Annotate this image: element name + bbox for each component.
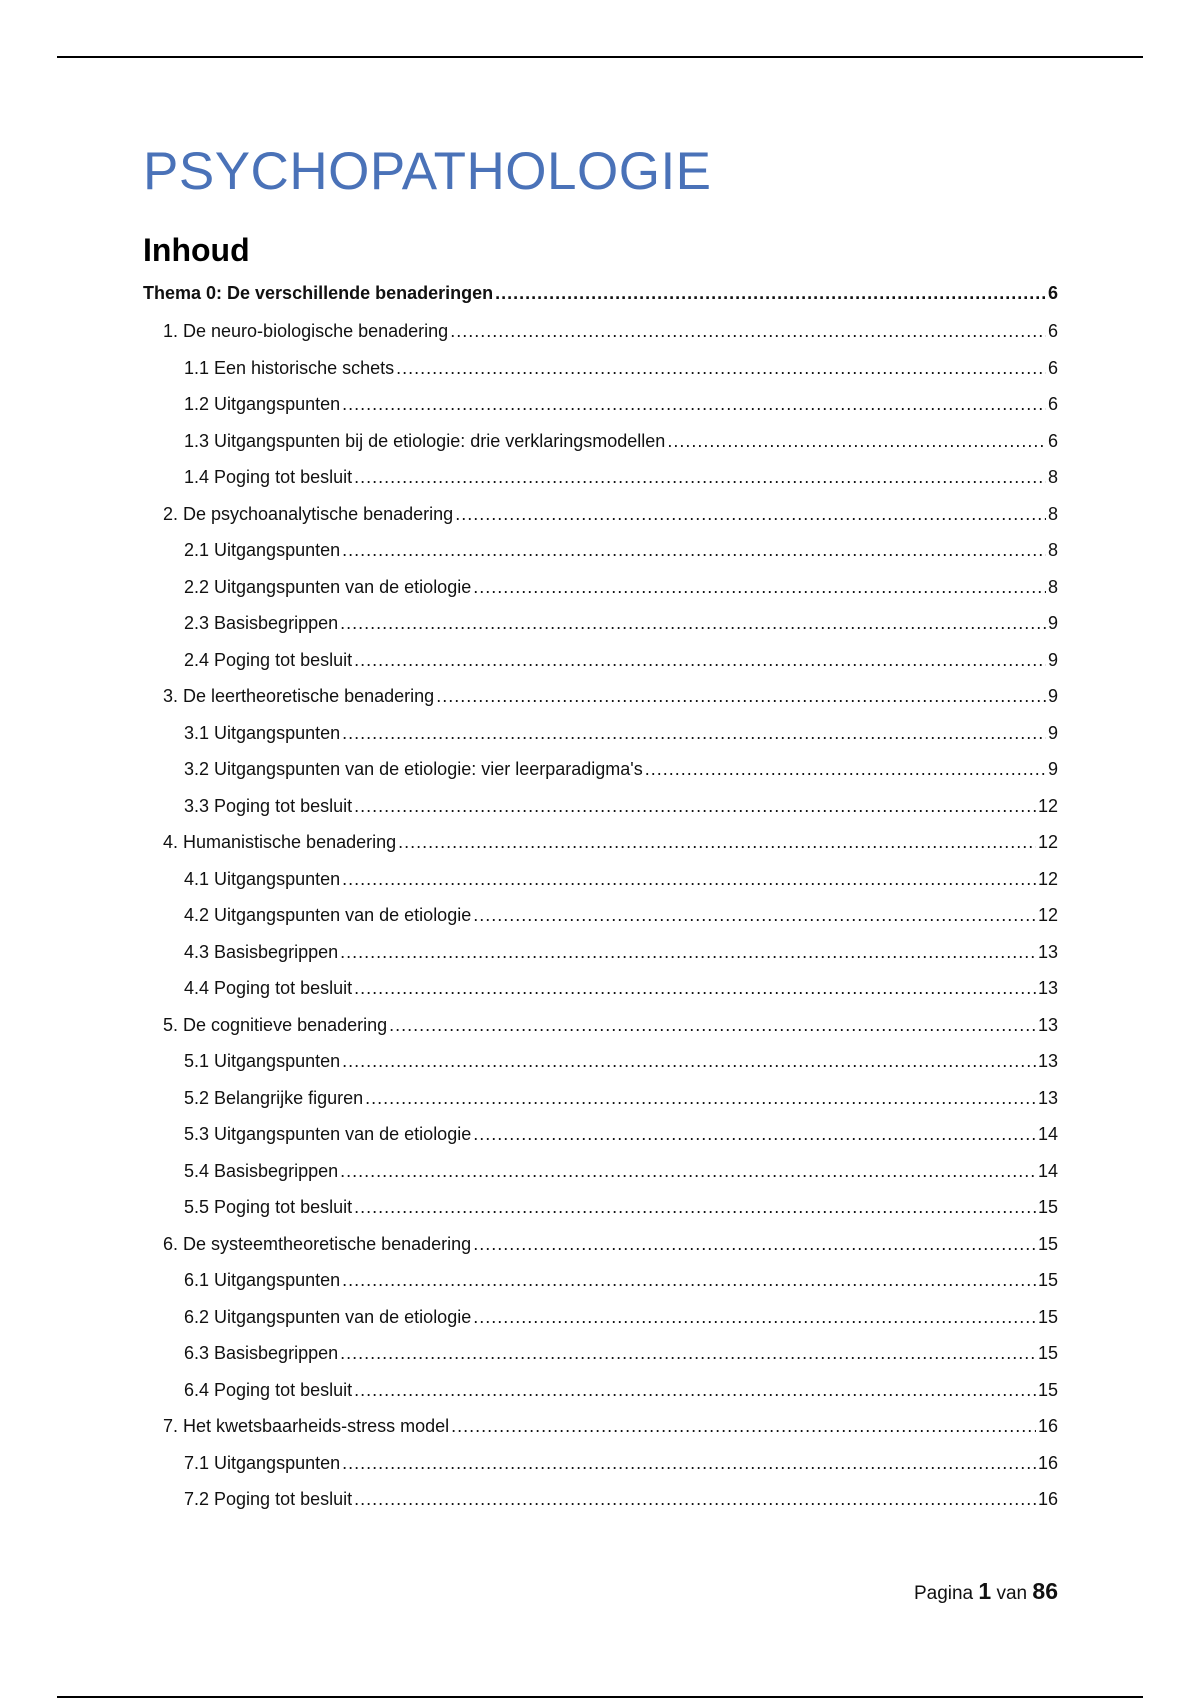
toc-entry-page: 8 (1047, 576, 1058, 597)
toc-dot-leader (354, 1487, 1036, 1511)
toc-entry-page: 12 (1037, 905, 1058, 925)
toc-entry[interactable] (143, 648, 1058, 685)
page-footer (143, 1578, 1058, 1605)
toc-entry-page: 8 (1047, 467, 1058, 487)
toc-entry[interactable] (143, 757, 1058, 794)
toc-dot-leader (473, 1232, 1036, 1256)
toc-entry-label: 5.4 Basisbegrippen (184, 1160, 339, 1181)
toc-entry-page: 16 (1037, 1452, 1058, 1473)
toc-entry-page: 8 (1047, 540, 1058, 560)
toc-entry[interactable] (143, 1341, 1058, 1378)
toc-entry[interactable] (143, 1049, 1058, 1086)
toc-dot-leader (389, 1013, 1036, 1037)
toc-entry-page: 9 (1047, 722, 1058, 743)
toc-entry-label: 5.2 Belangrijke figuren (184, 1087, 364, 1108)
toc-dot-leader (340, 940, 1036, 964)
toc-dot-leader (365, 1086, 1036, 1110)
toc-entry-page: 9 (1047, 759, 1058, 779)
toc-dot-leader (667, 429, 1046, 453)
toc-dot-leader (342, 538, 1046, 562)
toc-entry-page: 12 (1037, 832, 1058, 852)
toc-entry-label: 6.2 Uitgangspunten van de etiologie (184, 1306, 472, 1327)
toc-entry-page: 14 (1037, 1160, 1058, 1181)
toc-dot-leader (354, 1378, 1036, 1402)
toc-dot-leader (340, 1341, 1036, 1365)
toc-entry-label: 3.3 Poging tot besluit (184, 795, 353, 816)
toc-entry-label: 2.3 Basisbegrippen (184, 613, 339, 633)
toc-entry[interactable] (143, 429, 1058, 466)
toc-entry[interactable] (143, 319, 1058, 356)
toc-entry[interactable] (143, 356, 1058, 393)
toc-entry-label: 7.1 Uitgangspunten (184, 1452, 341, 1473)
toc-entry-label: 4.2 Uitgangspunten van de etiologie (184, 905, 472, 925)
toc-entry-page: 6 (1047, 283, 1058, 303)
toc-dot-leader (473, 903, 1036, 927)
toc-dot-leader (473, 1122, 1036, 1146)
footer-total-pages: 86 (1032, 1578, 1058, 1604)
toc-dot-leader (473, 1305, 1036, 1329)
toc-entry-label: 4.4 Poging tot besluit (184, 978, 353, 998)
toc-entry-label: 6.4 Poging tot besluit (184, 1379, 353, 1400)
toc-entry[interactable] (143, 1487, 1058, 1524)
footer-current-page: 1 (978, 1578, 992, 1604)
toc-entry[interactable] (143, 903, 1058, 940)
toc-entry-label: 2.4 Poging tot besluit (184, 649, 353, 670)
toc-entry-page: 9 (1047, 649, 1058, 670)
toc-entry-page: 6 (1047, 394, 1058, 414)
footer-separator: van (996, 1583, 1028, 1604)
toc-entry[interactable] (143, 281, 1058, 319)
bottom-rule (57, 1696, 1143, 1698)
toc-entry-page: 13 (1037, 1087, 1058, 1108)
toc-entry-page: 6 (1047, 430, 1058, 451)
toc-entry-label: Thema 0: De verschillende benaderingen (143, 283, 494, 303)
toc-entry-page: 16 (1037, 1416, 1058, 1436)
toc-entry-page: 6 (1047, 357, 1058, 378)
toc-entry[interactable] (143, 1195, 1058, 1232)
toc-dot-leader (354, 465, 1046, 489)
toc-entry-page: 15 (1037, 1270, 1058, 1290)
toc-entry[interactable] (143, 502, 1058, 539)
toc-entry-page: 9 (1047, 613, 1058, 633)
toc-entry-label: 1.1 Een historische schets (184, 357, 395, 378)
toc-entry-label: 6. De systeemtheoretische benadering (163, 1233, 472, 1254)
toc-entry[interactable] (143, 611, 1058, 648)
toc-entry-label: 4.1 Uitgangspunten (184, 868, 341, 889)
toc-entry-label: 5.5 Poging tot besluit (184, 1197, 353, 1217)
toc-entry[interactable] (143, 1268, 1058, 1305)
toc-entry-label: 5.1 Uitgangspunten (184, 1051, 341, 1071)
toc-dot-leader (396, 356, 1046, 380)
toc-entry-label: 3.2 Uitgangspunten van de etiologie: vier leerparadigma's (184, 759, 643, 779)
toc-entry-page: 15 (1037, 1233, 1058, 1254)
footer-prefix: Pagina (913, 1583, 974, 1604)
toc-dot-leader (436, 684, 1046, 708)
toc-dot-leader (451, 1414, 1036, 1438)
toc-entry-label: 1.3 Uitgangspunten bij de etiologie: drie verklaringsmodellen (184, 430, 666, 451)
toc-entry-page: 13 (1037, 1051, 1058, 1071)
toc-dot-leader (645, 757, 1046, 781)
toc-dot-leader (354, 976, 1036, 1000)
toc-entry-label: 6.1 Uitgangspunten (184, 1270, 341, 1290)
toc-entry[interactable] (143, 1122, 1058, 1159)
toc-entry-page: 12 (1037, 868, 1058, 889)
toc-entry[interactable] (143, 794, 1058, 831)
toc-dot-leader (398, 830, 1036, 854)
toc-entry[interactable] (143, 1451, 1058, 1488)
toc-entry-page: 13 (1037, 1014, 1058, 1035)
toc-entry[interactable] (143, 392, 1058, 429)
toc-entry-page: 15 (1037, 1379, 1058, 1400)
table-of-contents (143, 281, 1058, 1524)
toc-dot-leader (455, 502, 1046, 526)
toc-entry[interactable] (143, 721, 1058, 758)
toc-entry[interactable] (143, 1378, 1058, 1415)
toc-entry[interactable] (143, 465, 1058, 502)
toc-entry-label: 2.2 Uitgangspunten van de etiologie (184, 576, 472, 597)
toc-entry-page: 14 (1037, 1124, 1058, 1144)
toc-entry-label: 1.2 Uitgangspunten (184, 394, 341, 414)
toc-entry-page: 15 (1037, 1343, 1058, 1363)
toc-dot-leader (342, 392, 1046, 416)
toc-entry-page: 6 (1047, 321, 1058, 341)
toc-dot-leader (342, 1268, 1036, 1292)
toc-dot-leader (473, 575, 1046, 599)
toc-entry-page: 15 (1037, 1197, 1058, 1217)
toc-dot-leader (495, 281, 1046, 305)
toc-dot-leader (342, 1451, 1036, 1475)
toc-entry-label: 4.3 Basisbegrippen (184, 941, 339, 962)
toc-entry-label: 2. De psychoanalytische benadering (163, 503, 454, 524)
toc-dot-leader (340, 611, 1046, 635)
toc-dot-leader (354, 648, 1046, 672)
toc-entry-label: 2.1 Uitgangspunten (184, 540, 341, 560)
toc-entry-label: 5.3 Uitgangspunten van de etiologie (184, 1124, 472, 1144)
toc-entry-label: 4. Humanistische benadering (163, 832, 397, 852)
toc-dot-leader (342, 721, 1046, 745)
document-page (143, 140, 1058, 1524)
toc-entry[interactable] (143, 867, 1058, 904)
toc-entry[interactable] (143, 830, 1058, 867)
toc-entry-label: 7.2 Poging tot besluit (184, 1489, 353, 1509)
document-title: PSYCHOPATHOLOGIE (143, 142, 712, 201)
toc-entry[interactable] (143, 1013, 1058, 1050)
toc-dot-leader (342, 867, 1036, 891)
toc-entry-page: 12 (1037, 795, 1058, 816)
toc-entry[interactable] (143, 1086, 1058, 1123)
toc-dot-leader (354, 1195, 1036, 1219)
toc-entry-page: 13 (1037, 941, 1058, 962)
toc-entry[interactable] (143, 538, 1058, 575)
toc-entry-label: 7. Het kwetsbaarheids-stress model (163, 1416, 450, 1436)
top-rule (57, 56, 1143, 58)
toc-heading: Inhoud (143, 232, 250, 268)
toc-entry-label: 1. De neuro-biologische benadering (163, 321, 449, 341)
toc-dot-leader (340, 1159, 1036, 1183)
toc-entry-label: 1.4 Poging tot besluit (184, 467, 353, 487)
toc-dot-leader (354, 794, 1036, 818)
toc-entry-page: 8 (1047, 503, 1058, 524)
toc-entry-label: 3. De leertheoretische benadering (163, 686, 435, 706)
toc-entry[interactable] (143, 976, 1058, 1013)
toc-entry-label: 5. De cognitieve benadering (163, 1014, 388, 1035)
toc-entry[interactable] (143, 1414, 1058, 1451)
toc-entry[interactable] (143, 575, 1058, 612)
toc-entry[interactable] (143, 684, 1058, 721)
toc-entry[interactable] (143, 1305, 1058, 1342)
toc-entry-page: 9 (1047, 686, 1058, 706)
toc-dot-leader (342, 1049, 1036, 1073)
toc-entry-page: 13 (1037, 978, 1058, 998)
toc-entry-page: 15 (1037, 1306, 1058, 1327)
toc-entry-label: 3.1 Uitgangspunten (184, 722, 341, 743)
toc-entry-page: 16 (1037, 1489, 1058, 1509)
toc-entry[interactable] (143, 1159, 1058, 1196)
toc-entry[interactable] (143, 940, 1058, 977)
toc-dot-leader (450, 319, 1046, 343)
toc-entry[interactable] (143, 1232, 1058, 1269)
toc-entry-label: 6.3 Basisbegrippen (184, 1343, 339, 1363)
